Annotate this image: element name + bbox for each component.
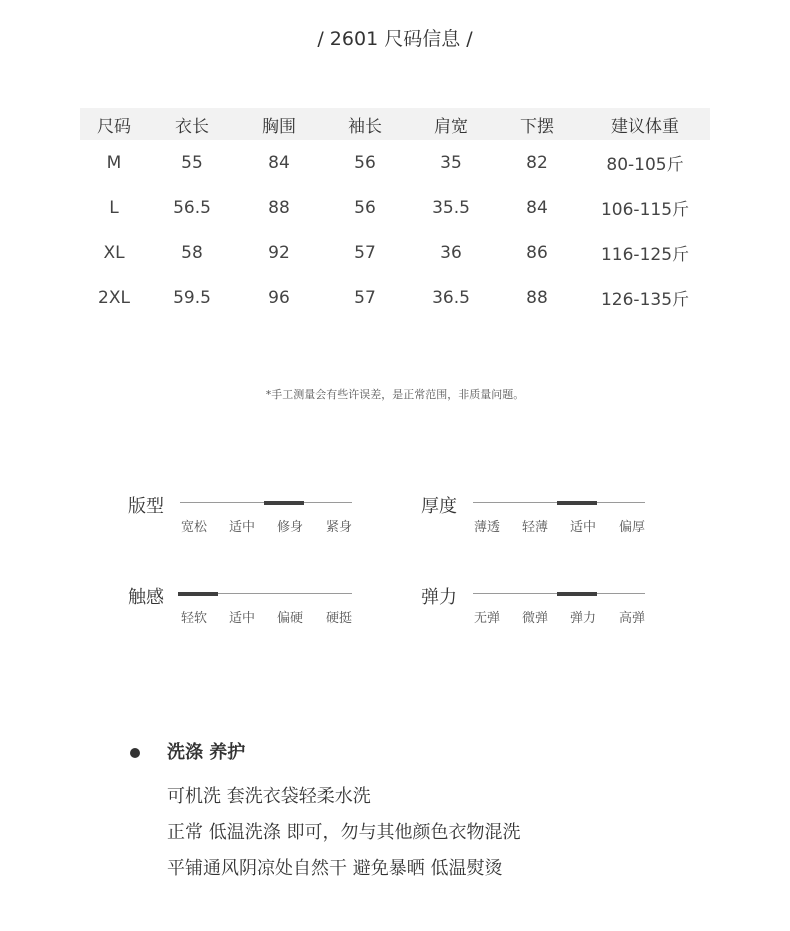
attribute-label: 厚度 bbox=[421, 496, 457, 517]
attribute-label: 触感 bbox=[128, 587, 164, 608]
attribute-track bbox=[180, 502, 352, 503]
attribute-track bbox=[473, 502, 645, 503]
table-cell: 58 bbox=[181, 242, 203, 263]
header-cell: 袖长 bbox=[348, 116, 382, 137]
table-cell: 126-135斤 bbox=[600, 290, 690, 310]
size-table bbox=[80, 108, 710, 320]
attribute-option: 轻软 bbox=[180, 611, 207, 626]
attribute-option: 薄透 bbox=[473, 520, 500, 535]
table-row bbox=[80, 275, 710, 320]
care-line: 可机洗 套洗衣袋轻柔水洗 bbox=[167, 786, 371, 807]
table-cell: 96 bbox=[268, 287, 290, 308]
table-cell: 55 bbox=[181, 152, 203, 173]
attribute-option: 适中 bbox=[569, 520, 596, 535]
table-cell: 59.5 bbox=[173, 287, 211, 308]
table-cell: 86 bbox=[526, 242, 548, 263]
attribute-track bbox=[180, 593, 352, 594]
table-row bbox=[80, 140, 710, 185]
table-cell: 84 bbox=[526, 197, 548, 218]
attribute-option: 无弹 bbox=[473, 611, 500, 626]
table-cell: XL bbox=[103, 242, 125, 263]
attribute-option: 偏硬 bbox=[276, 611, 303, 626]
attribute-option: 硬挺 bbox=[325, 611, 352, 626]
table-cell: 56.5 bbox=[173, 197, 211, 218]
header-cell: 下摆 bbox=[520, 116, 554, 137]
table-cell: 82 bbox=[526, 152, 548, 173]
care-line: 平铺通风阴凉处自然干 避免暴晒 低温熨烫 bbox=[167, 858, 503, 879]
header-cell: 建议体重 bbox=[611, 116, 679, 137]
bullet-icon bbox=[130, 748, 140, 758]
header-cell: 肩宽 bbox=[434, 116, 468, 137]
attribute-fit bbox=[128, 492, 368, 542]
header-cell: 尺码 bbox=[97, 116, 131, 137]
table-cell: 80-105斤 bbox=[606, 155, 684, 175]
table-cell: 35 bbox=[440, 152, 462, 173]
attribute-option: 紧身 bbox=[325, 520, 352, 535]
attribute-touch bbox=[128, 583, 368, 633]
table-cell: 88 bbox=[526, 287, 548, 308]
table-cell: 2XL bbox=[98, 287, 130, 308]
table-cell: 116-125斤 bbox=[600, 245, 690, 265]
table-cell: 56 bbox=[354, 197, 376, 218]
attribute-label: 弹力 bbox=[421, 587, 457, 608]
table-cell: L bbox=[109, 197, 119, 218]
attribute-indicator bbox=[264, 501, 304, 505]
attribute-option: 适中 bbox=[228, 611, 255, 626]
attribute-track bbox=[473, 593, 645, 594]
attribute-option: 偏厚 bbox=[618, 520, 645, 535]
attribute-indicator bbox=[557, 501, 597, 505]
table-cell: 106-115斤 bbox=[600, 200, 690, 220]
attribute-option: 弹力 bbox=[569, 611, 596, 626]
table-row bbox=[80, 230, 710, 275]
measurement-note: *手工测量会有些许误差，是正常范围，非质量问题。 bbox=[265, 388, 525, 401]
attribute-option: 轻薄 bbox=[521, 520, 548, 535]
table-cell: 57 bbox=[354, 242, 376, 263]
table-header bbox=[80, 108, 710, 140]
care-line: 正常 低温洗涤 即可，勿与其他颜色衣物混洗 bbox=[167, 822, 521, 843]
attribute-indicator bbox=[557, 592, 597, 596]
table-row bbox=[80, 185, 710, 230]
table-cell: 56 bbox=[354, 152, 376, 173]
table-cell: 36 bbox=[440, 242, 462, 263]
table-cell: 36.5 bbox=[432, 287, 470, 308]
attribute-option: 宽松 bbox=[180, 520, 207, 535]
header-cell: 胸围 bbox=[262, 116, 296, 137]
attribute-elasticity bbox=[421, 583, 661, 633]
attribute-thickness bbox=[421, 492, 661, 542]
table-cell: 84 bbox=[268, 152, 290, 173]
attribute-option: 高弹 bbox=[618, 611, 645, 626]
table-cell: 88 bbox=[268, 197, 290, 218]
attribute-indicator bbox=[178, 592, 218, 596]
attribute-option: 适中 bbox=[228, 520, 255, 535]
attribute-option: 修身 bbox=[276, 520, 303, 535]
page-title: / 2601 尺码信息 / bbox=[317, 28, 473, 50]
table-cell: 35.5 bbox=[432, 197, 470, 218]
table-cell: 92 bbox=[268, 242, 290, 263]
table-cell: M bbox=[106, 152, 122, 173]
attribute-option: 微弹 bbox=[521, 611, 548, 626]
table-cell: 57 bbox=[354, 287, 376, 308]
attribute-label: 版型 bbox=[128, 496, 164, 517]
care-title: 洗涤 养护 bbox=[167, 742, 246, 763]
header-cell: 衣长 bbox=[175, 116, 209, 137]
